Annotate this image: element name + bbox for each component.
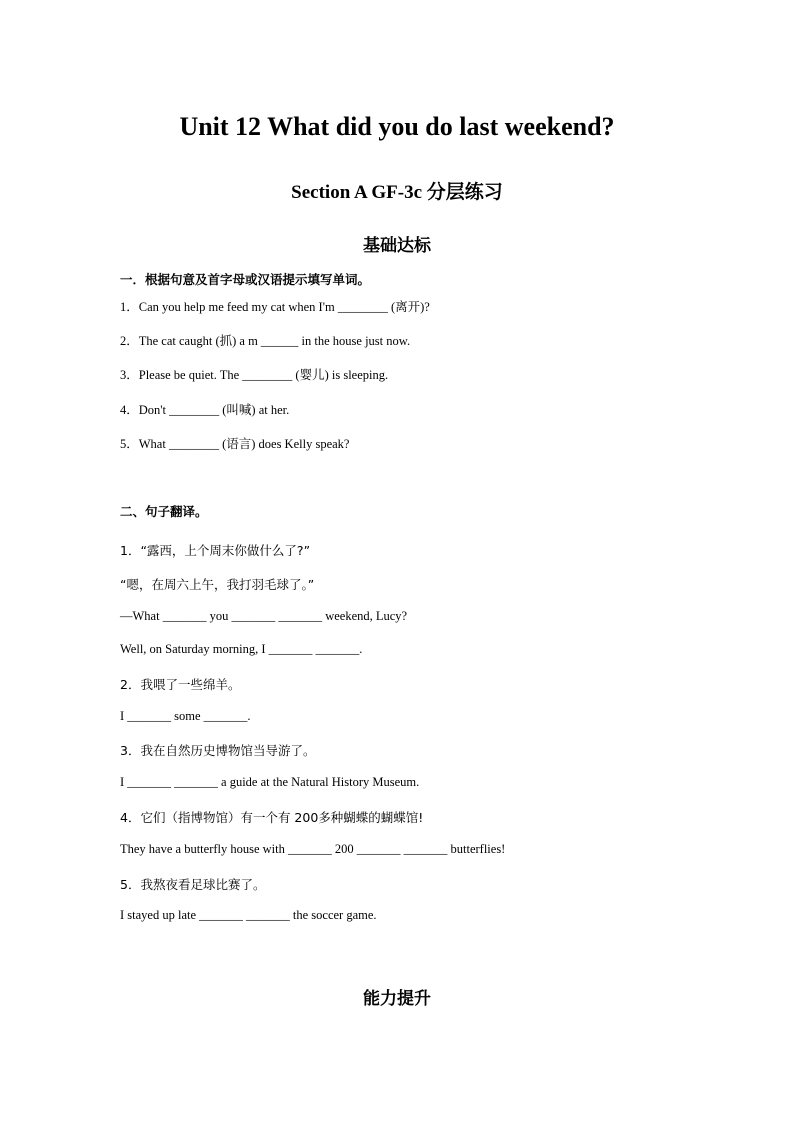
part2-line-1: 1．“露西，上个周末你做什么了?” (120, 543, 311, 558)
part2-line-9: 4．它们（指博物馆）有一个有 200多种蝴蝶的蝴蝶馆! (120, 810, 424, 825)
part2-line-2: “嗯，在周六上午，我打羽毛球了。” (120, 577, 315, 592)
part2-line-8: I _______ _______ a guide at the Natural History Museum. (120, 775, 420, 789)
level-basic-heading: 基础达标 (363, 236, 431, 255)
part1-item-3: 3．Please be quiet. The ________ (婴儿) is sleeping. (120, 368, 389, 382)
part1-heading: 一．根据句意及首字母或汉语提示填写单词。 (120, 272, 371, 287)
part2-line-11: 5．我熬夜看足球比赛了。 (120, 877, 266, 892)
part2-line-7: 3．我在自然历史博物馆当导游了。 (120, 743, 316, 758)
part2-line-12: I stayed up late _______ _______ the soccer game. (120, 908, 377, 922)
part2-heading: 二、句子翻译。 (120, 504, 208, 519)
part2-line-4: Well, on Saturday morning, I _______ _______. (120, 642, 363, 656)
part1-item-4: 4．Don't ________ (叫喊) at her. (120, 403, 290, 417)
part2-line-3: —What _______ you _______ _______ weekend, Lucy? (120, 609, 408, 623)
document-subtitle: Section A GF-3c 分层练习 (291, 182, 503, 203)
part1-item-2: 2．The cat caught (抓) a m ______ in the house just now. (120, 334, 411, 348)
document-title: Unit 12 What did you do last weekend? (179, 112, 615, 141)
level-advanced-heading: 能力提升 (363, 989, 431, 1008)
part1-item-5: 5．What ________ (语言) does Kelly speak? (120, 437, 350, 451)
part2-line-5: 2．我喂了一些绵羊。 (120, 677, 241, 692)
part1-item-1: 1．Can you help me feed my cat when I'm ________ (离开)? (120, 300, 430, 314)
part2-line-6: I _______ some _______. (120, 709, 251, 723)
part2-line-10: They have a butterfly house with _______ 200 _______ _______ butterflies! (120, 842, 506, 856)
